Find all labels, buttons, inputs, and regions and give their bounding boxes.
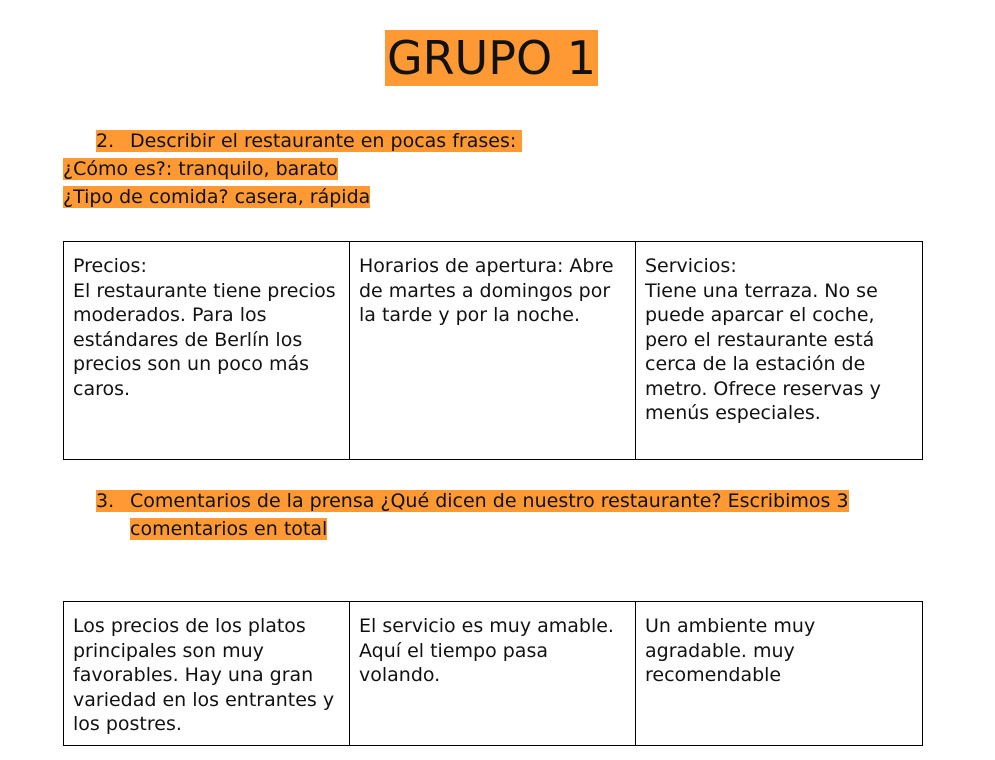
- comment-1-text: Los precios de los platos principales son muy favorables. Hay una gran variedad en los entrantes y los postres.: [73, 615, 335, 735]
- prices-text: El restaurante tiene precios moderados. Para los estándares de Berlín los precios son un poco más caros.: [73, 279, 336, 400]
- comments-table: [63, 601, 923, 746]
- section-2-heading: [96, 127, 522, 155]
- comment-cell-3: [636, 602, 923, 746]
- info-cell-services: [636, 242, 923, 460]
- comment-3-text: Un ambiente muy agradable. muy recomendable: [645, 615, 816, 686]
- comment-cell-2: [350, 602, 636, 746]
- info-table-row: [64, 242, 923, 460]
- section-3-heading-line-1: Comentarios de la prensa ¿Qué dicen de nuestro restaurante? Escribimos 3: [130, 490, 849, 512]
- section-2-line-2: [63, 183, 370, 211]
- section-2-line-1-text: ¿Cómo es?: tranquilo, barato: [63, 158, 338, 180]
- section-3-heading-cont: [130, 515, 327, 543]
- info-cell-prices: [64, 242, 350, 460]
- services-label: Servicios:: [645, 255, 737, 277]
- comment-cell-1: [64, 602, 350, 746]
- comment-2-text: El servicio es muy amable. Aquí el tiempo pasa volando.: [359, 615, 614, 686]
- section-2-number: 2.: [96, 130, 115, 152]
- section-2-line-2-text: ¿Tipo de comida? casera, rápida: [63, 186, 371, 208]
- section-3-number: 3.: [96, 490, 115, 512]
- prices-label: Precios:: [73, 255, 147, 277]
- info-table: [63, 241, 923, 460]
- section-3-heading: [96, 487, 849, 515]
- section-3-heading-line-2: comentarios en total: [130, 518, 328, 540]
- section-2-heading-text: Describir el restaurante en pocas frases:: [130, 130, 517, 152]
- services-text: Tiene una terraza. No se puede aparcar el coche, pero el restaurante está cerca de la estación de metro. Ofrece reservas y menús especiales.: [645, 279, 881, 424]
- comments-table-row: [64, 602, 923, 746]
- info-cell-hours: [350, 242, 636, 460]
- page-title: GRUPO 1: [386, 31, 597, 85]
- hours-text: Horarios de apertura: Abre de martes a domingos por la tarde y por la noche.: [359, 255, 614, 326]
- section-2-line-1: [63, 155, 338, 183]
